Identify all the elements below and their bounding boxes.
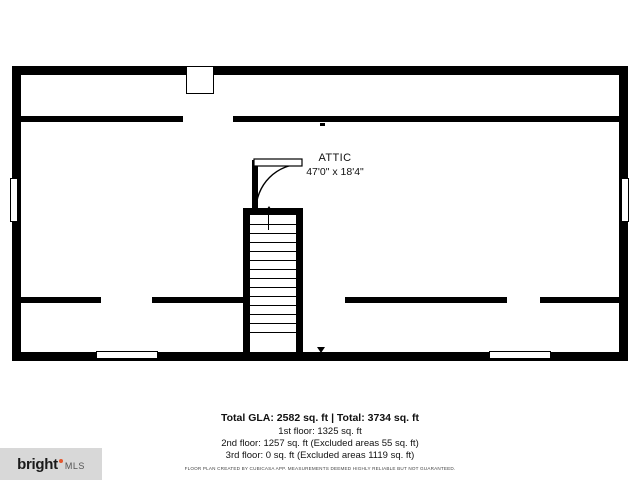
stair-direction-line <box>268 212 269 230</box>
third-floor-line: 3rd floor: 0 sq. ft (Excluded areas 1119 sq. ft) <box>225 450 415 461</box>
stair-tread <box>250 251 296 252</box>
stair-tread <box>250 224 296 225</box>
stair-tread <box>250 287 296 288</box>
watermark-brand: bright <box>17 455 58 473</box>
stair-tread <box>250 260 296 261</box>
stair-enclosure-right <box>296 208 303 358</box>
down-arrow-icon <box>317 347 325 353</box>
stair-tread <box>250 269 296 270</box>
window-right-upper <box>621 178 629 222</box>
stair-tread <box>250 314 296 315</box>
window-left-upper <box>10 178 18 222</box>
stair-tread <box>250 323 296 324</box>
stair-tread <box>250 296 296 297</box>
interior-partition-left <box>21 297 101 303</box>
room-name: ATTIC <box>318 152 352 164</box>
wall-tick-upper <box>320 123 325 126</box>
exterior-wall-top <box>12 66 628 75</box>
watermark-dot-icon <box>59 459 63 463</box>
roof-hatch-fixture <box>186 66 214 94</box>
watermark-suffix: MLS <box>64 460 85 471</box>
stair-bottom-stub-left <box>243 352 260 361</box>
interior-knee-wall-left <box>21 116 183 122</box>
disclaimer-text: FLOOR PLAN CREATED BY CUBICASA APP. MEASUREMENTS DEEMED HIGHLY RELIABLE BUT NOT GUARANTEED. <box>184 466 456 471</box>
room-dimensions: 47'0" x 18'4" <box>306 165 364 178</box>
stair-tread <box>250 242 296 243</box>
first-floor-line: 1st floor: 1325 sq. ft <box>278 426 362 437</box>
interior-partition-right-2 <box>540 297 619 303</box>
stair-tread <box>250 332 296 333</box>
stair-tread <box>250 233 296 234</box>
stair-enclosure-left <box>243 208 250 358</box>
wall-tick-left <box>15 160 18 164</box>
staircase <box>250 215 296 333</box>
bright-mls-watermark <box>0 448 102 480</box>
interior-partition-right <box>345 297 507 303</box>
window-bottom-right <box>489 351 551 359</box>
stair-tread <box>250 305 296 306</box>
room-label-attic <box>245 152 425 179</box>
wall-tick-right <box>622 160 625 164</box>
total-gla-line: Total GLA: 2582 sq. ft | Total: 3734 sq. ft <box>221 412 419 424</box>
second-floor-line: 2nd floor: 1257 sq. ft (Excluded areas 55 sq. ft) <box>221 438 419 449</box>
interior-partition-left-2 <box>152 297 244 303</box>
stair-bottom-stub-right <box>286 352 303 361</box>
window-bottom-left <box>96 351 158 359</box>
stair-tread <box>250 278 296 279</box>
interior-knee-wall-right <box>233 116 619 122</box>
